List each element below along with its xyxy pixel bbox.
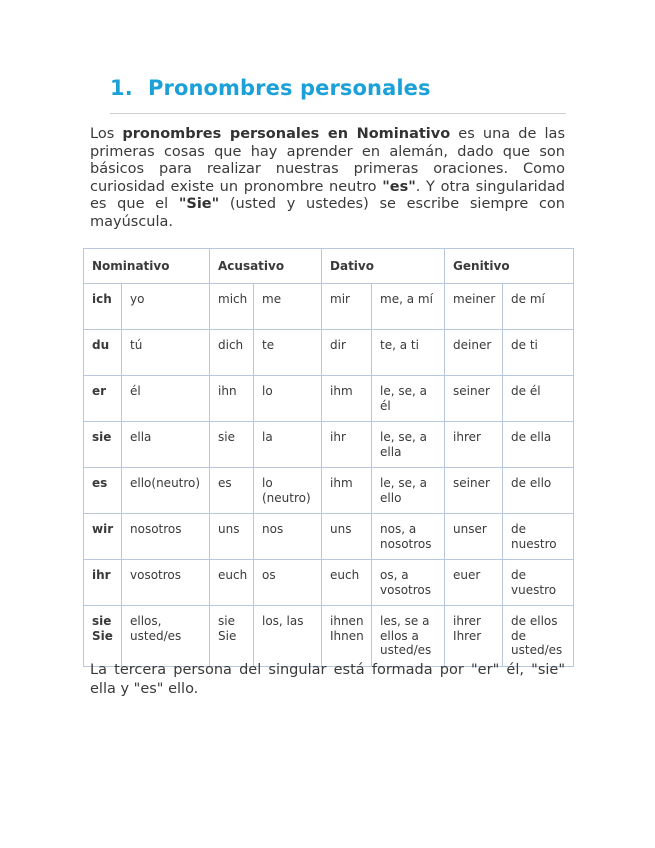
table-cell: le, se, a ella — [372, 422, 445, 468]
table-cell: te, a ti — [372, 330, 445, 376]
intro-text-3: . Y otra singularidad es que el — [90, 178, 566, 212]
table-cell: ihn — [210, 376, 254, 422]
table-cell: tú — [122, 330, 210, 376]
section-number: 1. — [110, 76, 133, 100]
header-acusativo: Acusativo — [210, 249, 322, 284]
table-cell: ihr — [322, 422, 372, 468]
table-row — [84, 284, 574, 330]
table-cell: deiner — [445, 330, 503, 376]
table-cell: de nuestro — [503, 514, 574, 560]
intro-bold-2: "es" — [382, 178, 416, 195]
table-body — [84, 284, 574, 667]
section-title: Pronombres personales — [148, 76, 431, 100]
table-cell: nos — [254, 514, 322, 560]
intro-text-1: Los — [90, 126, 123, 142]
table-cell: de él — [503, 376, 574, 422]
table-cell: euch — [322, 560, 372, 606]
table-cell: los, las — [254, 606, 322, 667]
table-row — [84, 560, 574, 606]
table-cell: meiner — [445, 284, 503, 330]
table-cell: euch — [210, 560, 254, 606]
table-row — [84, 376, 574, 422]
footer-paragraph: La tercera persona del singular está formada por "er" él, "sie" ella y "es" ello. — [90, 662, 565, 697]
table-cell: nosotros — [122, 514, 210, 560]
intro-bold-1: pronombres personales en Nominativo — [122, 126, 451, 142]
table-cell: lo — [254, 376, 322, 422]
table-cell: lo (neutro) — [254, 468, 322, 514]
table-cell: yo — [122, 284, 210, 330]
table-cell: nos, a nosotros — [372, 514, 445, 560]
table-cell: ihnen Ihnen — [322, 606, 372, 667]
table-cell: es — [84, 468, 122, 514]
header-dativo: Dativo — [322, 249, 445, 284]
header-genitivo: Genitivo — [445, 249, 574, 284]
table-header-row — [84, 249, 574, 284]
table-cell: de ti — [503, 330, 574, 376]
table-cell: le, se, a él — [372, 376, 445, 422]
intro-bold-3: "Sie" — [178, 196, 220, 212]
table-cell: de ello — [503, 468, 574, 514]
table-cell: es — [210, 468, 254, 514]
table-cell: mich — [210, 284, 254, 330]
intro-paragraph — [90, 126, 565, 231]
table-cell: ihm — [322, 468, 372, 514]
table-cell: te — [254, 330, 322, 376]
table-row — [84, 422, 574, 468]
table-cell: uns — [210, 514, 254, 560]
table-row — [84, 468, 574, 514]
table-row — [84, 514, 574, 560]
table-cell: ella — [122, 422, 210, 468]
table-cell: mir — [322, 284, 372, 330]
table-cell: os — [254, 560, 322, 606]
table-cell: ich — [84, 284, 122, 330]
table-cell: sie Sie — [84, 606, 122, 667]
table-cell: ihrer Ihrer — [445, 606, 503, 667]
pronoun-table — [83, 248, 574, 667]
table-cell: dich — [210, 330, 254, 376]
table-cell: seiner — [445, 468, 503, 514]
table-cell: euer — [445, 560, 503, 606]
table-cell: uns — [322, 514, 372, 560]
table-cell: la — [254, 422, 322, 468]
table-cell: unser — [445, 514, 503, 560]
table-cell: dir — [322, 330, 372, 376]
table-cell: du — [84, 330, 122, 376]
table-row — [84, 330, 574, 376]
table-cell: ellos, usted/es — [122, 606, 210, 667]
table-cell: de mí — [503, 284, 574, 330]
table-cell: le, se, a ello — [372, 468, 445, 514]
section-heading — [110, 76, 566, 100]
intro-text-4: (usted y ustedes) se escribe siempre con mayúscula. — [90, 196, 565, 230]
table-cell: ello(neutro) — [122, 468, 210, 514]
table-cell: me, a mí — [372, 284, 445, 330]
table-cell: os, a vosotros — [372, 560, 445, 606]
table-cell: les, se a ellos a usted/es — [372, 606, 445, 667]
table-cell: de ellos de usted/es — [503, 606, 574, 667]
table-cell: wir — [84, 514, 122, 560]
header-nominativo: Nominativo — [84, 249, 210, 284]
table-cell: de ella — [503, 422, 574, 468]
table-cell: él — [122, 376, 210, 422]
table-cell: ihr — [84, 560, 122, 606]
table-row — [84, 606, 574, 667]
table-cell: seiner — [445, 376, 503, 422]
intro-text-2: es una de las primeras cosas que hay aprender en alemán, dado que son básicos para realizar nuestras primeras oraciones. Como curiosidad existe un pronombre neutro — [90, 126, 565, 195]
table-cell: vosotros — [122, 560, 210, 606]
table-cell: er — [84, 376, 122, 422]
table-cell: de vuestro — [503, 560, 574, 606]
table-cell: sie Sie — [210, 606, 254, 667]
heading-divider — [110, 113, 566, 114]
table-cell: sie — [84, 422, 122, 468]
table-cell: sie — [210, 422, 254, 468]
table-cell: ihm — [322, 376, 372, 422]
table-cell: me — [254, 284, 322, 330]
table-cell: ihrer — [445, 422, 503, 468]
